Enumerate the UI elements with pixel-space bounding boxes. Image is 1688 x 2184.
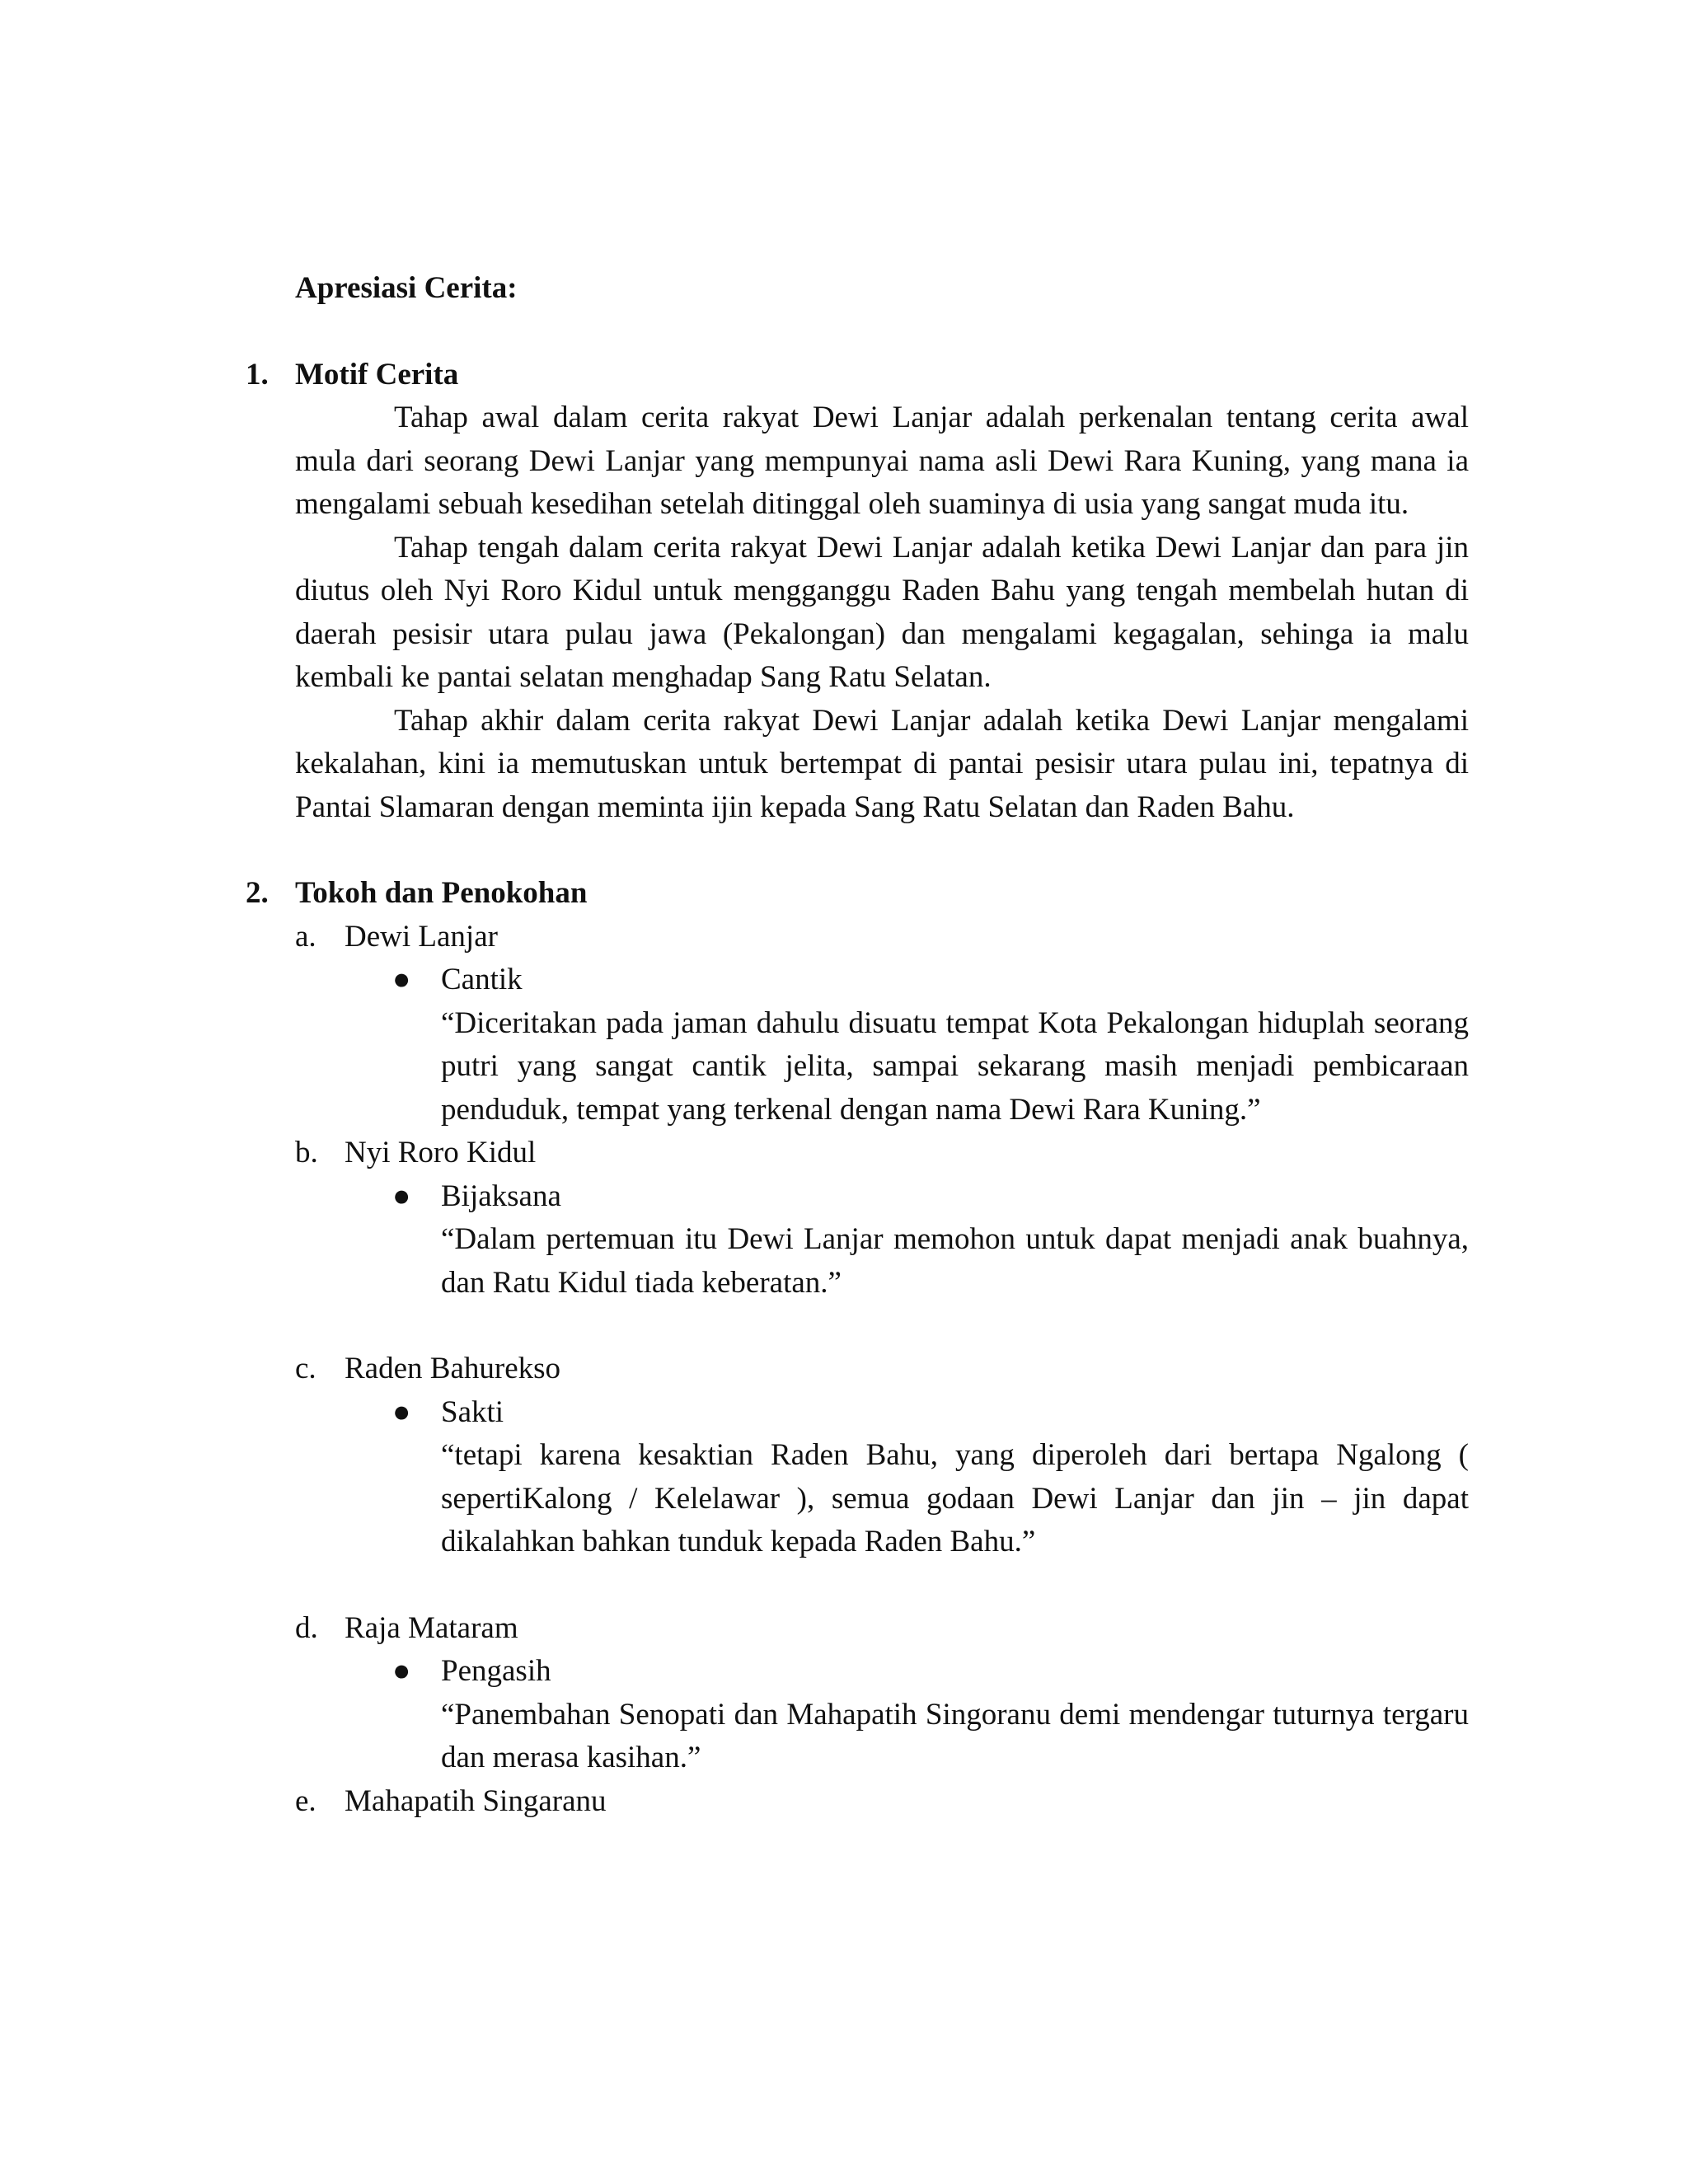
bullet-icon: ● <box>392 1179 411 1213</box>
character-heading <box>295 916 1469 959</box>
character-name: Dewi Lanjar <box>345 919 498 954</box>
trait-quote: “Panembahan Senopati dan Mahapatih Singoranu demi mendengar tuturnya tergaru dan merasa kasihan.” <box>441 1697 1469 1774</box>
list-letter: c. <box>295 1352 316 1385</box>
bullet-icon: ● <box>392 1394 411 1429</box>
bullet-icon: ● <box>392 963 411 996</box>
character-trait-block <box>392 958 1469 1132</box>
character-name: Raden Bahurekso <box>345 1352 561 1385</box>
character-trait-block <box>392 1391 1469 1564</box>
trait-label: Pengasih <box>441 1654 551 1688</box>
list-letter: a. <box>295 919 316 954</box>
trait-label: Sakti <box>441 1394 504 1429</box>
trait-item <box>392 1175 1469 1219</box>
trait-label: Cantik <box>441 963 523 996</box>
section-title: Motif Cerita <box>295 357 459 391</box>
trait-quote: “Dalam pertemuan itu Dewi Lanjar memohon untuk dapat menjadi anak buahnya, dan Ratu Kidul tiada keberatan.” <box>441 1222 1469 1300</box>
character-name: Mahapatih Singaranu <box>345 1783 607 1818</box>
bullet-icon: ● <box>392 1654 411 1688</box>
trait-quote: “tetapi karena kesaktian Raden Bahu, yang diperoleh dari bertapa Ngalong ( sepertiKalong / Kelelawar ), semua godaan Dewi Lanjar dan jin – jin dapat dikalahkan bahkan tunduk kepada Raden Bahu.” <box>441 1438 1469 1558</box>
document-body <box>246 267 1469 1823</box>
section-heading-motif <box>246 354 1469 397</box>
trait-label: Bijaksana <box>441 1179 561 1213</box>
character-heading <box>295 1347 1469 1391</box>
section-heading-tokoh <box>246 872 1469 916</box>
document-title: Apresiasi Cerita: <box>295 271 518 305</box>
character-heading <box>295 1780 1469 1824</box>
paragraph: Tahap tengah dalam cerita rakyat Dewi Lanjar adalah ketika Dewi Lanjar dan para jin diutus oleh Nyi Roro Kidul untuk mengganggu Raden Bahu yang tengah membelah hutan di daerah pesisir utara pulau jawa (Pekalongan) dan mengalami kegagalan, sehinga ia malu kembali ke pantai selatan menghadap Sang Ratu Selatan. <box>295 530 1469 694</box>
character-heading <box>295 1607 1469 1651</box>
character-trait-block <box>392 1650 1469 1780</box>
paragraph: Tahap awal dalam cerita rakyat Dewi Lanjar adalah perkenalan tentang cerita awal mula dari seorang Dewi Lanjar yang mempunyai nama asli Dewi Rara Kuning, yang mana ia mengalami sebuah kesedihan setelah ditinggal oleh suaminya di usia yang sangat muda itu. <box>295 401 1469 521</box>
list-letter: e. <box>295 1783 316 1818</box>
section-title: Tokoh dan Penokohan <box>295 876 588 910</box>
character-name: Nyi Roro Kidul <box>345 1136 537 1169</box>
section-number: 1. <box>246 357 269 391</box>
list-letter: b. <box>295 1136 318 1169</box>
character-trait-block <box>392 1175 1469 1305</box>
trait-item <box>392 958 1469 1002</box>
trait-quote: “Diceritakan pada jaman dahulu disuatu tempat Kota Pekalongan hiduplah seorang putri yang sangat cantik jelita, sampai sekarang masih menjadi pembicaraan penduduk, tempat yang terkenal dengan nama Dewi Rara Kuning.” <box>441 1005 1469 1127</box>
paragraph: Tahap akhir dalam cerita rakyat Dewi Lanjar adalah ketika Dewi Lanjar mengalami kekalahan, kini ia memutuskan untuk bertempat di pantai pesisir utara pulau ini, tepatnya di Pantai Slamaran dengan meminta ijin kepada Sang Ratu Selatan dan Raden Bahu. <box>295 703 1469 824</box>
trait-item <box>392 1391 1469 1435</box>
list-letter: d. <box>295 1610 318 1645</box>
section-number: 2. <box>246 876 269 910</box>
character-heading <box>295 1132 1469 1175</box>
character-name: Raja Mataram <box>345 1610 518 1645</box>
trait-item <box>392 1650 1469 1694</box>
